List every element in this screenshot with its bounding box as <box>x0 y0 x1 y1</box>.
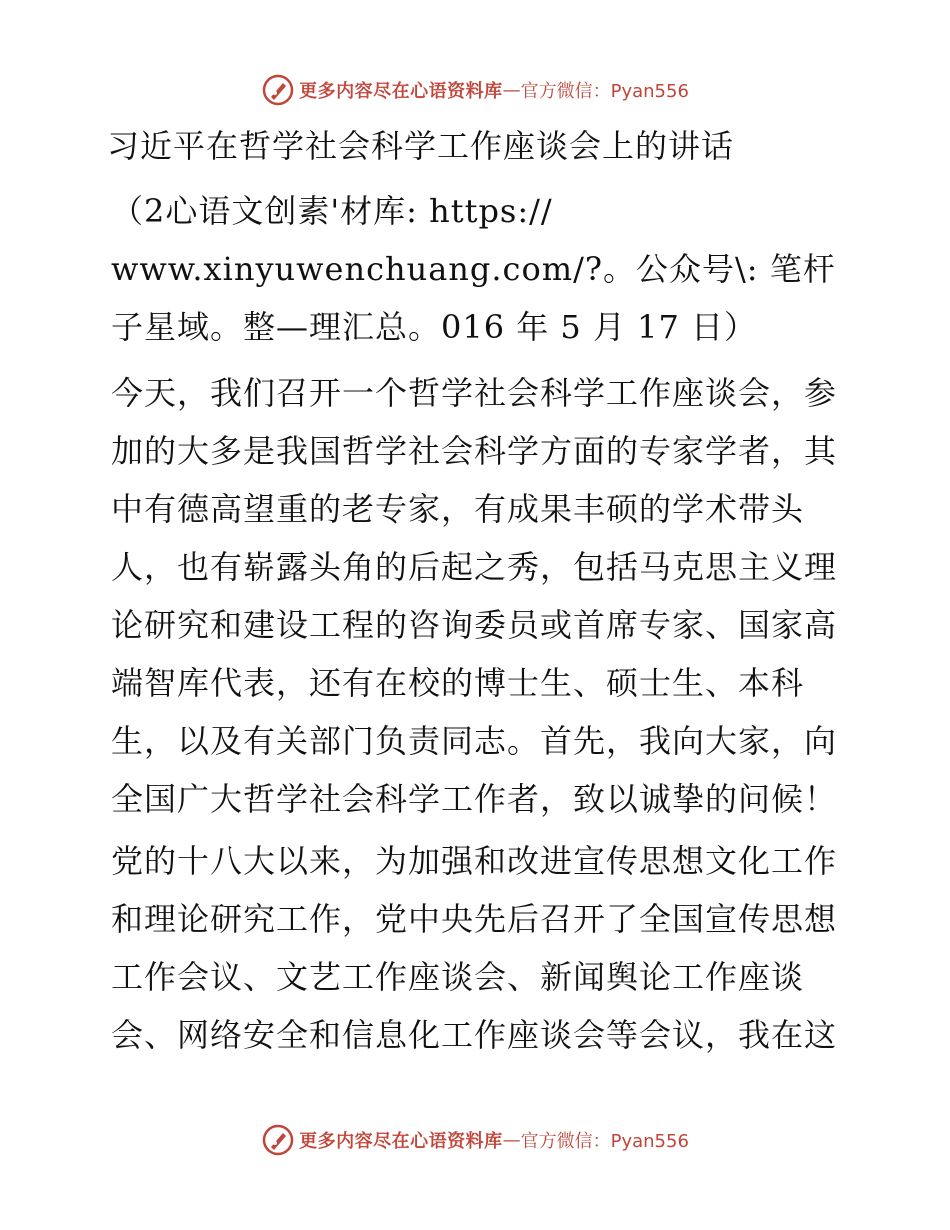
banner-wechat-text: 官方微信：Pyan556 <box>520 1131 689 1152</box>
document-meta: （2心语文创素'材库: https:// www.xinyuwenchuang.com/?。公众号\: 笔杆子星域。整—理汇总。016 年 5 月 17 日） <box>111 192 836 346</box>
banner-wechat-text: 官方微信：Pyan556 <box>520 81 689 102</box>
paragraph-1: 今天，我们召开一个哲学社会科学工作座谈会，参加的大多是我国哲学社会科学方面的专家学者，其中有德高望重的老专家，有成果丰硕的学术带头人，也有崭露头角的后起之秀，包括马克思主义理论研究和建设工程的咨询委员或首席专家、国家高端智库代表，还有在校的博士生、硕士生、本科生，以及有关部门负责同志。首先，我向大家，向全国广大哲学社会科学工作者，致以诚挚的问候！ <box>111 374 838 818</box>
banner-main-text: 更多内容尽在心语资料库 <box>299 1131 503 1152</box>
pen-nib-logo-icon <box>261 1123 295 1157</box>
paragraph-2: 党的十八大以来，为加强和改进宣传思想文化工作和理论研究工作，党中央先后召开了全国宣传思想工作会议、文艺工作座谈会、新闻舆论工作座谈会、网络安全和信息化工作座谈会等会议，我在这 <box>111 842 838 1054</box>
banner-main-text: 更多内容尽在心语资料库 <box>299 81 503 102</box>
document-body <box>97 120 857 1068</box>
footer-banner <box>0 1120 950 1160</box>
pen-nib-logo-icon <box>261 73 295 107</box>
header-banner <box>0 70 950 110</box>
document-title: 习近平在哲学社会科学工作座谈会上的讲话 <box>107 127 735 165</box>
banner-separator: — <box>502 1129 521 1151</box>
banner-separator: — <box>502 79 521 101</box>
